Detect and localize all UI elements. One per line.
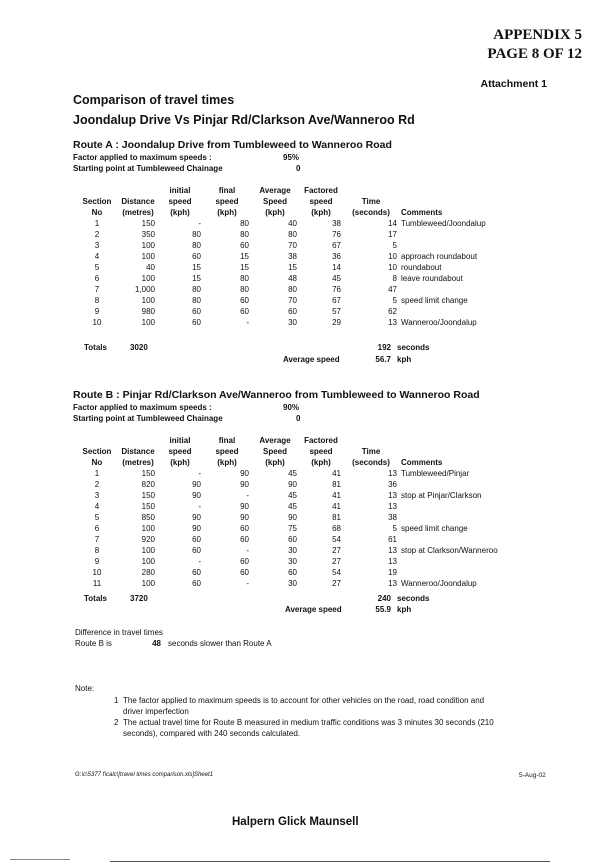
- comments-cell: stop at Clarkson/Wanneroo: [401, 546, 498, 555]
- distance-cell: 150: [141, 469, 155, 478]
- col-final: final speed (kph): [215, 186, 239, 217]
- company-footer: Halpern Glick Maunsell: [232, 816, 359, 828]
- time-cell: 5: [392, 296, 397, 305]
- initial-speed-cell: 60: [192, 568, 201, 577]
- average-speed-cell: 70: [288, 241, 297, 250]
- final-speed-cell: 60: [240, 296, 249, 305]
- route-a-start-value: 0: [296, 164, 301, 173]
- col-average: Average Speed (kph): [259, 436, 291, 467]
- distance-cell: 100: [141, 252, 155, 261]
- table-row: [75, 512, 523, 523]
- comments-cell: [399, 534, 523, 545]
- factored-speed-cell: 36: [332, 252, 341, 261]
- table-row: [75, 273, 523, 284]
- distance-cell: 350: [141, 230, 155, 239]
- initial-speed-cell: 60: [192, 252, 201, 261]
- distance-cell: 1,000: [134, 285, 155, 294]
- notes-label: Note:: [75, 684, 95, 693]
- initial-speed-cell: 90: [192, 480, 201, 489]
- final-speed-cell: 15: [240, 252, 249, 261]
- col-initial: initial speed (kph): [168, 186, 192, 217]
- comments-cell: approach roundabout: [401, 252, 478, 261]
- col-factored: Factored speed (kph): [304, 186, 338, 217]
- time-cell: 61: [388, 535, 397, 544]
- section-cell: 9: [94, 307, 100, 316]
- initial-speed-cell: 90: [192, 524, 201, 533]
- route-a-factor-label: Factor applied to maximum speeds :: [73, 153, 212, 162]
- col-time: Time (seconds): [352, 197, 390, 217]
- section-cell: 7: [94, 285, 100, 294]
- header-row: [75, 435, 523, 468]
- page-label: PAGE 8 OF 12: [487, 46, 582, 62]
- section-cell: 6: [94, 524, 100, 533]
- time-cell: 13: [388, 546, 397, 555]
- factored-speed-cell: 76: [332, 285, 341, 294]
- file-path: G:\c\5377 f\calc\[travel times comparison.xls]Sheet1: [75, 772, 214, 778]
- final-speed-cell: 60: [240, 241, 249, 250]
- distance-cell: 100: [141, 241, 155, 250]
- note-number: 1: [114, 696, 119, 705]
- time-cell: 13: [388, 469, 397, 478]
- route-a-avg-value: 56.7: [375, 355, 391, 364]
- final-speed-cell: 15: [240, 263, 249, 272]
- scan-line: [110, 861, 550, 862]
- section-cell: 6: [94, 274, 100, 283]
- distance-cell: 100: [141, 524, 155, 533]
- distance-cell: 40: [146, 263, 155, 272]
- col-distance: Distance (metres): [121, 447, 155, 467]
- initial-speed-cell: 80: [192, 230, 201, 239]
- factored-speed-cell: 68: [332, 524, 341, 533]
- distance-cell: 100: [141, 318, 155, 327]
- average-speed-cell: 38: [288, 252, 297, 261]
- page-subtitle: Joondalup Drive Vs Pinjar Rd/Clarkson Ave/Wanneroo Rd: [73, 113, 415, 127]
- table-row: [75, 534, 523, 545]
- section-cell: 2: [94, 230, 100, 239]
- comments-cell: [399, 556, 523, 567]
- table-row: [75, 545, 523, 556]
- final-speed-cell: -: [246, 491, 249, 500]
- table-row: [75, 218, 523, 229]
- table-row: [75, 567, 523, 578]
- comments-cell: [399, 512, 523, 523]
- comments-cell: [399, 229, 523, 240]
- initial-speed-cell: 60: [192, 318, 201, 327]
- comments-cell: [399, 284, 523, 295]
- comments-cell: roundabout: [401, 263, 442, 272]
- route-a-totals-distance: 3020: [130, 343, 148, 352]
- section-cell: 3: [94, 491, 100, 500]
- time-cell: 8: [392, 274, 397, 283]
- average-speed-cell: 90: [288, 480, 297, 489]
- average-speed-cell: 30: [288, 546, 297, 555]
- time-cell: 13: [388, 318, 397, 327]
- factored-speed-cell: 57: [332, 307, 341, 316]
- section-cell: 5: [94, 513, 100, 522]
- distance-cell: 100: [141, 546, 155, 555]
- average-speed-cell: 30: [288, 579, 297, 588]
- time-cell: 47: [388, 285, 397, 294]
- date-stamp: 5-Aug-02: [519, 772, 546, 779]
- factored-speed-cell: 81: [332, 480, 341, 489]
- final-speed-cell: -: [246, 579, 249, 588]
- time-cell: 14: [388, 219, 397, 228]
- route-b-table: [75, 435, 523, 589]
- comments-cell: leave roundabout: [401, 274, 463, 283]
- route-a-avg-label: Average speed: [283, 355, 340, 364]
- col-distance: Distance (metres): [121, 197, 155, 217]
- note-text-continued: driver imperfection: [123, 707, 189, 716]
- average-speed-cell: 30: [288, 318, 297, 327]
- initial-speed-cell: -: [198, 502, 201, 511]
- route-b-title: Route B : Pinjar Rd/Clarkson Ave/Wanneroo from Tumbleweed to Wanneroo Road: [73, 389, 480, 401]
- section-cell: 3: [94, 241, 100, 250]
- route-b-totals-time: 240: [377, 594, 391, 603]
- col-section: Section No: [82, 197, 112, 217]
- factored-speed-cell: 45: [332, 274, 341, 283]
- route-a-kph-label: kph: [397, 355, 412, 364]
- table-row: [75, 240, 523, 251]
- final-speed-cell: 60: [240, 557, 249, 566]
- final-speed-cell: 90: [240, 480, 249, 489]
- section-cell: 10: [92, 318, 102, 327]
- distance-cell: 820: [141, 480, 155, 489]
- average-speed-cell: 45: [288, 502, 297, 511]
- final-speed-cell: -: [246, 546, 249, 555]
- table-row: [75, 251, 523, 262]
- note-text: The factor applied to maximum speeds is to account for other vehicles on the road, road condition and: [123, 696, 485, 705]
- distance-cell: 150: [141, 502, 155, 511]
- factored-speed-cell: 27: [332, 579, 341, 588]
- difference-route-label: Route B is: [75, 639, 112, 648]
- route-a-totals-time: 192: [377, 343, 391, 352]
- comments-cell: Wanneroo/Joondalup: [401, 579, 477, 588]
- distance-cell: 150: [141, 491, 155, 500]
- average-speed-cell: 60: [288, 535, 297, 544]
- difference-label: Difference in travel times: [75, 628, 163, 637]
- route-a-start-label: Starting point at Tumbleweed Chainage: [73, 164, 223, 173]
- table-row: [75, 468, 523, 479]
- final-speed-cell: 90: [240, 502, 249, 511]
- comments-cell: [399, 567, 523, 578]
- factored-speed-cell: 54: [332, 535, 341, 544]
- route-b-totals-distance: 3720: [130, 594, 148, 603]
- final-speed-cell: 60: [240, 535, 249, 544]
- col-time: Time (seconds): [352, 447, 390, 467]
- time-cell: 17: [388, 230, 397, 239]
- table-row: [75, 556, 523, 567]
- comments-cell: stop at Pinjar/Clarkson: [401, 491, 482, 500]
- factored-speed-cell: 67: [332, 241, 341, 250]
- initial-speed-cell: -: [198, 219, 201, 228]
- table-row: [75, 317, 523, 328]
- time-cell: 5: [392, 241, 397, 250]
- header-row: [75, 185, 523, 218]
- route-a-table: [75, 185, 523, 328]
- final-speed-cell: 80: [240, 285, 249, 294]
- factored-speed-cell: 81: [332, 513, 341, 522]
- average-speed-cell: 90: [288, 513, 297, 522]
- table-row: [75, 479, 523, 490]
- final-speed-cell: -: [246, 318, 249, 327]
- average-speed-cell: 48: [288, 274, 297, 283]
- note-number: 2: [114, 718, 119, 727]
- average-speed-cell: 45: [288, 491, 297, 500]
- attachment-label: Attachment 1: [480, 78, 547, 90]
- time-cell: 13: [388, 502, 397, 511]
- distance-cell: 150: [141, 219, 155, 228]
- factored-speed-cell: 67: [332, 296, 341, 305]
- final-speed-cell: 80: [240, 230, 249, 239]
- time-cell: 19: [388, 568, 397, 577]
- average-speed-cell: 40: [288, 219, 297, 228]
- factored-speed-cell: 27: [332, 557, 341, 566]
- table-row: [75, 523, 523, 534]
- time-cell: 62: [388, 307, 397, 316]
- section-cell: 9: [94, 557, 100, 566]
- distance-cell: 100: [141, 274, 155, 283]
- final-speed-cell: 60: [240, 524, 249, 533]
- comments-cell: [399, 240, 523, 251]
- section-cell: 11: [92, 579, 102, 588]
- initial-speed-cell: -: [198, 469, 201, 478]
- route-b-start-label: Starting point at Tumbleweed Chainage: [73, 414, 223, 423]
- factored-speed-cell: 41: [332, 502, 341, 511]
- final-speed-cell: 90: [240, 513, 249, 522]
- route-a-seconds-label: seconds: [397, 343, 430, 352]
- table-row: [75, 490, 523, 501]
- col-section: Section No: [82, 447, 112, 467]
- section-cell: 10: [92, 568, 102, 577]
- section-cell: 8: [94, 296, 100, 305]
- route-b-avg-value: 55.9: [375, 605, 391, 614]
- average-speed-cell: 70: [288, 296, 297, 305]
- time-cell: 10: [388, 252, 397, 261]
- comments-cell: Tumbleweed/Pinjar: [401, 469, 470, 478]
- initial-speed-cell: 60: [192, 546, 201, 555]
- initial-speed-cell: 60: [192, 535, 201, 544]
- route-b-totals-label: Totals: [84, 594, 107, 603]
- final-speed-cell: 60: [240, 568, 249, 577]
- route-a-totals-label: Totals: [84, 343, 107, 352]
- col-initial: initial speed (kph): [168, 436, 192, 467]
- route-b-start-value: 0: [296, 414, 301, 423]
- factored-speed-cell: 27: [332, 546, 341, 555]
- note-text-continued: seconds), compared with 240 seconds calculated.: [123, 729, 300, 738]
- comments-cell: Wanneroo/Joondalup: [401, 318, 477, 327]
- route-b-avg-label: Average speed: [285, 605, 342, 614]
- section-cell: 7: [94, 535, 100, 544]
- note-text: The actual travel time for Route B measured in medium traffic conditions was 3 minutes 30 seconds (210: [123, 718, 494, 727]
- comments-cell: speed limit change: [401, 524, 468, 533]
- section-cell: 2: [94, 480, 100, 489]
- distance-cell: 100: [141, 579, 155, 588]
- final-speed-cell: 60: [240, 307, 249, 316]
- route-b-seconds-label: seconds: [397, 594, 430, 603]
- section-cell: 8: [94, 546, 100, 555]
- average-speed-cell: 80: [288, 285, 297, 294]
- initial-speed-cell: 15: [192, 274, 201, 283]
- section-cell: 4: [94, 252, 100, 261]
- comments-cell: Tumbleweed/Joondalup: [401, 219, 486, 228]
- route-a-title: Route A : Joondalup Drive from Tumbleweed to Wanneroo Road: [73, 139, 392, 151]
- col-average: Average Speed (kph): [259, 186, 291, 217]
- comments-cell: [399, 479, 523, 490]
- route-a-factor-value: 95%: [283, 153, 300, 162]
- factored-speed-cell: 41: [332, 491, 341, 500]
- route-b-factor-label: Factor applied to maximum speeds :: [73, 403, 212, 412]
- final-speed-cell: 80: [240, 274, 249, 283]
- table-row: [75, 306, 523, 317]
- table-row: [75, 284, 523, 295]
- table-row: [75, 262, 523, 273]
- initial-speed-cell: -: [198, 557, 201, 566]
- route-b-factor-value: 90%: [283, 403, 300, 412]
- table-row: [75, 229, 523, 240]
- table-row: [75, 295, 523, 306]
- comments-cell: speed limit change: [401, 296, 468, 305]
- final-speed-cell: 80: [240, 219, 249, 228]
- time-cell: 38: [388, 513, 397, 522]
- distance-cell: 850: [141, 513, 155, 522]
- col-final: final speed (kph): [215, 436, 239, 467]
- factored-speed-cell: 54: [332, 568, 341, 577]
- factored-speed-cell: 76: [332, 230, 341, 239]
- table-row: [75, 501, 523, 512]
- average-speed-cell: 60: [288, 307, 297, 316]
- factored-speed-cell: 38: [332, 219, 341, 228]
- time-cell: 13: [388, 557, 397, 566]
- factored-speed-cell: 41: [332, 469, 341, 478]
- section-cell: 4: [94, 502, 100, 511]
- section-cell: 5: [94, 263, 100, 272]
- comments-cell: [399, 306, 523, 317]
- section-cell: 1: [94, 469, 100, 478]
- initial-speed-cell: 60: [192, 307, 201, 316]
- col-comments: Comments: [401, 208, 443, 217]
- initial-speed-cell: 80: [192, 296, 201, 305]
- comments-cell: [399, 501, 523, 512]
- appendix-label: APPENDIX 5: [493, 27, 582, 43]
- scan-line: [10, 859, 70, 860]
- time-cell: 10: [388, 263, 397, 272]
- initial-speed-cell: 60: [192, 579, 201, 588]
- initial-speed-cell: 90: [192, 491, 201, 500]
- difference-suffix: seconds slower than Route A: [168, 639, 272, 648]
- time-cell: 5: [392, 524, 397, 533]
- average-speed-cell: 45: [288, 469, 297, 478]
- time-cell: 36: [388, 480, 397, 489]
- initial-speed-cell: 15: [192, 263, 201, 272]
- distance-cell: 980: [141, 307, 155, 316]
- average-speed-cell: 75: [288, 524, 297, 533]
- average-speed-cell: 60: [288, 568, 297, 577]
- final-speed-cell: 90: [240, 469, 249, 478]
- difference-value: 48: [152, 639, 161, 648]
- factored-speed-cell: 14: [332, 263, 341, 272]
- distance-cell: 100: [141, 557, 155, 566]
- initial-speed-cell: 80: [192, 285, 201, 294]
- distance-cell: 100: [141, 296, 155, 305]
- section-cell: 1: [94, 219, 100, 228]
- average-speed-cell: 80: [288, 230, 297, 239]
- col-comments: Comments: [401, 458, 443, 467]
- route-b-kph-label: kph: [397, 605, 412, 614]
- distance-cell: 280: [141, 568, 155, 577]
- col-factored: Factored speed (kph): [304, 436, 338, 467]
- initial-speed-cell: 80: [192, 241, 201, 250]
- factored-speed-cell: 29: [332, 318, 341, 327]
- time-cell: 13: [388, 579, 397, 588]
- initial-speed-cell: 90: [192, 513, 201, 522]
- average-speed-cell: 30: [288, 557, 297, 566]
- distance-cell: 920: [141, 535, 155, 544]
- time-cell: 13: [388, 491, 397, 500]
- average-speed-cell: 15: [288, 263, 297, 272]
- page-title: Comparison of travel times: [73, 93, 235, 107]
- table-row: [75, 578, 523, 589]
